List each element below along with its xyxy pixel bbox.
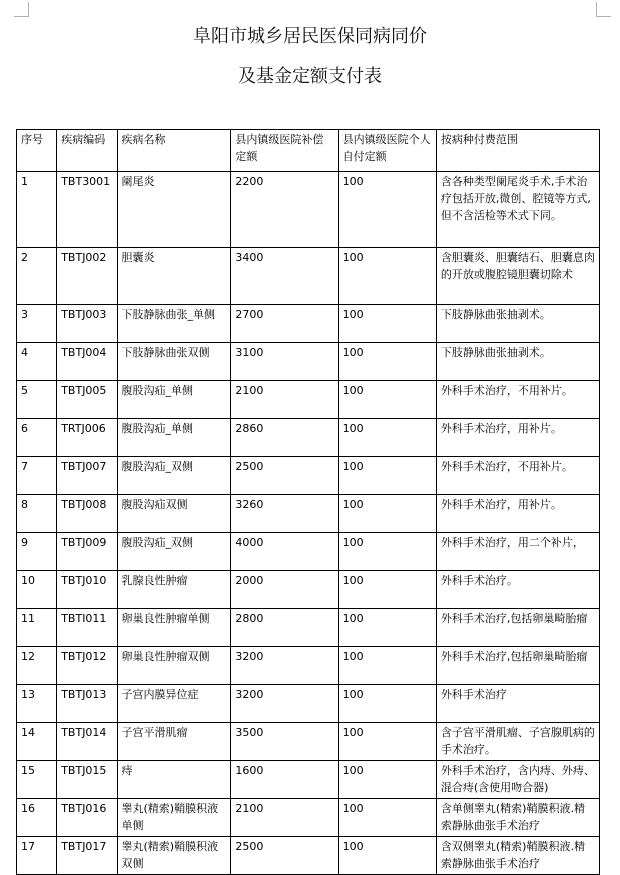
- cell-scope: 外科手术治疗,包括卵巢畸胎瘤: [436, 609, 599, 647]
- cell-self-pay: 100: [338, 647, 436, 685]
- cell-disease: 子宫平滑肌瘤: [117, 723, 231, 761]
- header-cell-code: 疾病编码: [57, 130, 117, 172]
- cell-scope: 外科手术治疗，不用补片。: [436, 381, 599, 419]
- header-cell-index: 序号: [17, 130, 57, 172]
- table-row: [17, 495, 600, 533]
- table-row: [17, 305, 600, 343]
- cell-disease: 胆囊炎: [117, 248, 231, 305]
- cell-code: TBTJ016: [57, 799, 117, 837]
- table-row: [17, 343, 600, 381]
- cell-disease: 腹股沟疝_单侧: [117, 381, 231, 419]
- cell-compensation: 3200: [231, 647, 338, 685]
- cell-disease: 乳腺良性肿瘤: [117, 571, 231, 609]
- cell-code: TRTJ006: [57, 419, 117, 457]
- cell-index: 5: [17, 381, 57, 419]
- cell-scope: 含子宫平滑肌瘤、子宫腺肌病的手术治疗。: [436, 723, 599, 761]
- cell-index: 17: [17, 837, 57, 875]
- cell-scope: 含单侧睾丸(精索)鞘膜积液.精索静脉曲张手术治疗: [436, 799, 599, 837]
- cell-disease: 卵巢良性肿瘤单侧: [117, 609, 231, 647]
- cell-compensation: 4000: [231, 533, 338, 571]
- header-cell-scope: 按病种付费范围: [436, 130, 599, 172]
- cell-compensation: 2100: [231, 381, 338, 419]
- cell-disease: 睾丸(精索)鞘膜积液双侧: [117, 837, 231, 875]
- cell-disease: 痔: [117, 761, 231, 799]
- cell-index: 7: [17, 457, 57, 495]
- cell-compensation: 2000: [231, 571, 338, 609]
- page-corner-mark: [14, 2, 29, 17]
- cell-index: 2: [17, 248, 57, 305]
- payment-table: [16, 129, 600, 875]
- cell-self-pay: 100: [338, 343, 436, 381]
- cell-code: TBTJ014: [57, 723, 117, 761]
- cell-code: TBTJ002: [57, 248, 117, 305]
- header-cell-compensation: 县内镇级医院补偿定额: [231, 130, 338, 172]
- document-subtitle: 及基金定额支付表: [238, 66, 382, 87]
- cell-disease: 卵巢良性肿瘤双侧: [117, 647, 231, 685]
- cell-self-pay: 100: [338, 172, 436, 248]
- document-title: 阜阳市城乡居民医保同病同价: [193, 26, 427, 47]
- cell-self-pay: 100: [338, 419, 436, 457]
- cell-compensation: 2100: [231, 799, 338, 837]
- cell-self-pay: 100: [338, 495, 436, 533]
- cell-self-pay: 100: [338, 571, 436, 609]
- cell-index: 6: [17, 419, 57, 457]
- cell-scope: 外科手术治疗，不用补片。: [436, 457, 599, 495]
- cell-index: 11: [17, 609, 57, 647]
- table-row: [17, 248, 600, 305]
- page-corner-mark: [596, 2, 611, 17]
- header-cell-self-pay: 县内镇级医院个人自付定额: [338, 130, 436, 172]
- cell-code: TBTJ015: [57, 761, 117, 799]
- cell-index: 1: [17, 172, 57, 248]
- cell-disease: 腹股沟疝双侧: [117, 495, 231, 533]
- table-row: [17, 533, 600, 571]
- cell-disease: 下肢静脉曲张双侧: [117, 343, 231, 381]
- cell-compensation: 3260: [231, 495, 338, 533]
- cell-compensation: 3400: [231, 248, 338, 305]
- cell-compensation: 3500: [231, 723, 338, 761]
- cell-compensation: 2200: [231, 172, 338, 248]
- cell-disease: 子宫内膜异位症: [117, 685, 231, 723]
- cell-scope: 含胆囊炎、胆囊结石、胆囊息肉的开放或腹腔镜胆囊切除术: [436, 248, 599, 305]
- cell-index: 8: [17, 495, 57, 533]
- cell-scope: 外科手术治疗，用补片。: [436, 495, 599, 533]
- cell-disease: 腹股沟疝_单侧: [117, 419, 231, 457]
- cell-scope: 外科手术治疗,包括卵巢畸胎瘤: [436, 647, 599, 685]
- cell-scope: 含双侧睾丸(精索)鞘膜积液.精索静脉曲张手术治疗: [436, 837, 599, 875]
- cell-disease: 睾丸(精索)鞘膜积液单侧: [117, 799, 231, 837]
- table-row: [17, 419, 600, 457]
- cell-self-pay: 100: [338, 685, 436, 723]
- cell-scope: 含各种类型阑尾炎手术,手术治疗包括开放,微创、腔镜等方式,但不含活检等术式下同。: [436, 172, 599, 248]
- table-row: [17, 381, 600, 419]
- cell-disease: 下肢静脉曲张_单侧: [117, 305, 231, 343]
- cell-code: TBTJ004: [57, 343, 117, 381]
- cell-code: TBTJ010: [57, 571, 117, 609]
- cell-code: TBTJ005: [57, 381, 117, 419]
- cell-self-pay: 100: [338, 609, 436, 647]
- cell-self-pay: 100: [338, 799, 436, 837]
- cell-self-pay: 100: [338, 533, 436, 571]
- table-row: [17, 457, 600, 495]
- cell-self-pay: 100: [338, 723, 436, 761]
- table-body: [17, 172, 600, 875]
- cell-code: TBTJ007: [57, 457, 117, 495]
- cell-self-pay: 100: [338, 837, 436, 875]
- cell-compensation: 2500: [231, 837, 338, 875]
- cell-compensation: 3100: [231, 343, 338, 381]
- cell-code: TBTJ012: [57, 647, 117, 685]
- cell-compensation: 3200: [231, 685, 338, 723]
- table-row: [17, 837, 600, 875]
- cell-self-pay: 100: [338, 305, 436, 343]
- cell-index: 15: [17, 761, 57, 799]
- table-row: [17, 761, 600, 799]
- cell-scope: 外科手术治疗。: [436, 571, 599, 609]
- cell-index: 3: [17, 305, 57, 343]
- header-cell-disease: 疾病名称: [117, 130, 231, 172]
- cell-scope: 下肢静脉曲张抽剥术。: [436, 305, 599, 343]
- cell-disease: 阑尾炎: [117, 172, 231, 248]
- cell-scope: 外科手术治疗，用补片。: [436, 419, 599, 457]
- cell-self-pay: 100: [338, 457, 436, 495]
- table-row: [17, 172, 600, 248]
- cell-index: 10: [17, 571, 57, 609]
- table-row: [17, 609, 600, 647]
- cell-compensation: 2500: [231, 457, 338, 495]
- table-row: [17, 571, 600, 609]
- cell-code: TBTJ008: [57, 495, 117, 533]
- cell-code: TBTJ009: [57, 533, 117, 571]
- cell-scope: 外科手术治疗: [436, 685, 599, 723]
- cell-index: 13: [17, 685, 57, 723]
- cell-self-pay: 100: [338, 381, 436, 419]
- cell-index: 16: [17, 799, 57, 837]
- cell-self-pay: 100: [338, 248, 436, 305]
- cell-code: TBTJ017: [57, 837, 117, 875]
- cell-index: 12: [17, 647, 57, 685]
- cell-self-pay: 100: [338, 761, 436, 799]
- cell-index: 4: [17, 343, 57, 381]
- cell-scope: 外科手术治疗，含内痔、外痔、混合痔(含使用吻合器): [436, 761, 599, 799]
- header-row: [17, 130, 600, 172]
- cell-compensation: 1600: [231, 761, 338, 799]
- cell-scope: 外科手术治疗，用二个补片，: [436, 533, 599, 571]
- cell-disease: 腹股沟疝_双侧: [117, 533, 231, 571]
- cell-code: TBT3001: [57, 172, 117, 248]
- table-row: [17, 799, 600, 837]
- cell-code: TBTI011: [57, 609, 117, 647]
- table-row: [17, 685, 600, 723]
- cell-compensation: 2860: [231, 419, 338, 457]
- cell-index: 9: [17, 533, 57, 571]
- table-row: [17, 723, 600, 761]
- cell-scope: 下肢静脉曲张抽剥术。: [436, 343, 599, 381]
- cell-index: 14: [17, 723, 57, 761]
- table-row: [17, 647, 600, 685]
- cell-disease: 腹股沟疝_双侧: [117, 457, 231, 495]
- cell-code: TBTJ003: [57, 305, 117, 343]
- cell-compensation: 2800: [231, 609, 338, 647]
- cell-code: TBTJ013: [57, 685, 117, 723]
- cell-compensation: 2700: [231, 305, 338, 343]
